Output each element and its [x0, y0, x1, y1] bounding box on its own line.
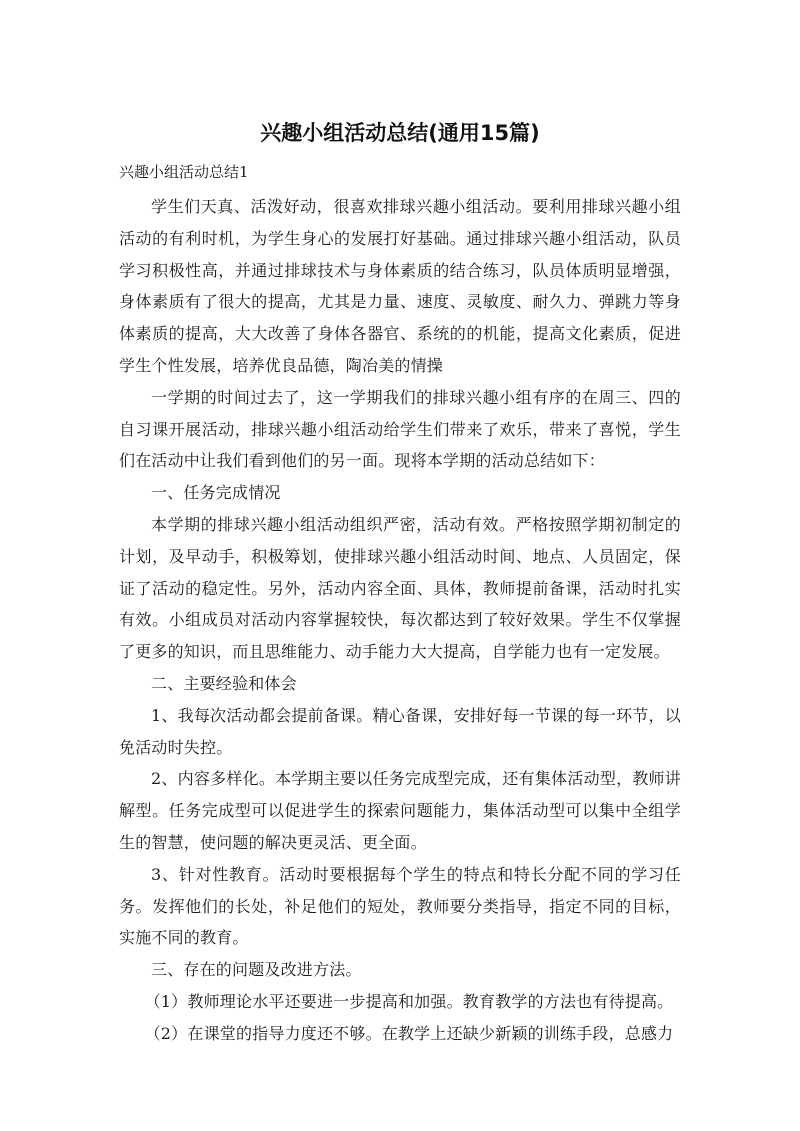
section-heading: 一、任务完成情况 [151, 483, 281, 503]
paragraph: 1、我每次活动都会提前备课。精心备课，安排好每一节课的每一环节，以免活动时失控。 [119, 705, 681, 757]
section-heading: 三、存在的问题及改进方法。 [151, 960, 362, 980]
paragraph: 3、针对性教育。活动时要根据每个学生的特点和特长分配不同的学习任务。发挥他们的长处，补足他们的短处，教师要分类指导，指定不同的目标，实施不同的教育。 [119, 864, 681, 948]
paragraph: 学生们天真、活泼好动，很喜欢排球兴趣小组活动。要利用排球兴趣小组活动的有利时机，为学生身心的发展打好基础。通过排球兴趣小组活动，队员学习积极性高，并通过排球技术与身体素质的结合练习，队员体质明显增强，身体素质有了很大的提高，尤其是力量、速度、灵敏度、耐久力、弹跳力等身体素质的提高，大大改善了身体各器官、系统的的机能，提高文化素质，促进学生个性发展，培养优良品德，陶冶美的情操 [119, 197, 681, 375]
paragraph: （1）教师理论水平还要进一步提高和加强。教育教学的方法也有待提高。 [144, 991, 674, 1011]
paragraph: 一学期的时间过去了，这一学期我们的排球兴趣小组有序的在周三、四的自习课开展活动，排球兴趣小组活动给学生们带来了欢乐，带来了喜悦，学生们在活动中让我们看到他们的另一面。现将本学期的活动总结如下： [119, 387, 681, 471]
paragraph: 2、内容多样化。本学期主要以任务完成型完成，还有集体活动型，教师讲解型。任务完成型可以促进学生的探索问题能力，集体活动型可以集中全组学生的智慧，使问题的解决更灵活、更全面。 [119, 769, 681, 852]
document-body [119, 160, 681, 1050]
paragraph: 本学期的排球兴趣小组活动组织严密，活动有效。严格按照学期初制定的计划，及早动手，积极筹划，使排球兴趣小组活动时间、地点、人员固定，保证了活动的稳定性。另外，活动内容全面、具体，教师提前备课，活动时扎实有效。小组成员对活动内容掌握较快，每次都达到了较好效果。学生不仅掌握了更多的知识，而且思维能力、动手能力大大提高，自学能力也有一定发展。 [119, 514, 681, 662]
paragraph: （2）在课堂的指导力度还不够。在教学上还缺少新颖的训练手段，总感力 [144, 1023, 674, 1043]
section-title: 兴趣小组活动总结1 [119, 163, 249, 181]
section-heading: 二、主要经验和体会 [151, 673, 297, 693]
document-title: 兴趣小组活动总结(通用15篇) [260, 121, 540, 145]
